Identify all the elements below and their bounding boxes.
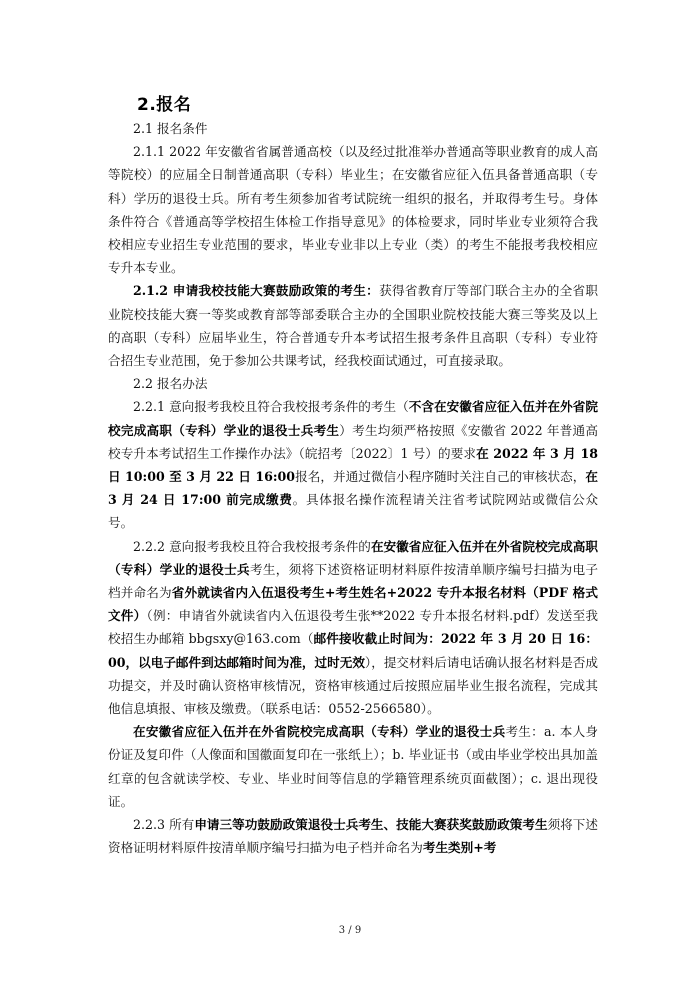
paragraph-text: 2.2.1 意向报考我校且符合我校报考条件的考生（ <box>133 399 409 415</box>
paragraph-2-2-3 <box>108 813 598 859</box>
section-heading: 2.报名 <box>137 95 192 115</box>
bold-text: 邮件接收截止时间为：2022 年 3 月 20 日 16：00，以电子邮件到达邮箱时间为准，过时无效 <box>108 631 598 670</box>
paragraph-2-2-2 <box>108 535 598 721</box>
bold-text: 不含在安徽省应征入伍并在外省院校完成高职（专科）学业的退役士兵考生 <box>108 399 598 438</box>
paragraph-2-2-1 <box>108 395 598 534</box>
paragraph-text: 2.2.2 意向报考我校且符合我校报考条件的 <box>133 538 371 554</box>
paragraph-text: 2.2.3 所有 <box>133 817 195 833</box>
paragraph-text: （例：申请省外就读省内入伍退役考生张**2022 专升本报名材料.pdf）发送至我校招生办邮箱 bbgsxy@163.com（ <box>108 608 599 647</box>
bold-text: 省外就读省内入伍退役考生+考生姓名+2022 专升本报名材料（PDF 格式文件） <box>108 585 598 624</box>
bold-text: 在 3 月 24 日 17:00 前完成缴费 <box>108 469 599 508</box>
subsection-title-2-1: 2.1 报名条件 <box>133 121 208 136</box>
paragraph-2-1-2 <box>108 279 598 372</box>
paragraph-2-1-1 <box>108 140 598 279</box>
bold-text: 考生类别+考 <box>422 840 497 856</box>
bold-text: 2.1.2 申请我校技能大赛鼓励政策的考生： <box>133 283 380 299</box>
paragraph-text: 2.1.1 2022 年安徽省省属普通高校（以及经过批准举办普通高等职业教育的成人高等院校）的应届全日制普通高职（专科）毕业生；在安徽省应征入伍具备普通高职（专科）学历的退役士兵。所有考生须参加省考试院统一组织的报名，并取得考生号。身体条件符合《普通高等学校招生体检工作指导意见》的体检要求，同时毕业专业须符合我校相应专业招生专业范围的要求，毕业专业非以上专业（类）的考生不能报考我校相应专升本专业。 <box>108 144 598 276</box>
subsection-title-2-2: 2.2 报名办法 <box>133 376 208 392</box>
bold-text: 在 2022 年 3 月 18 日 10:00 至 3 月 22 日 16:00 <box>108 445 598 485</box>
paragraph-text: 须将下述资格证明材料原件按清单顺序编号扫描为电子档并命名为 <box>108 817 599 856</box>
page-number: 3 / 9 <box>338 925 362 936</box>
bold-text: 在安徽省应征入伍并在外省院校完成高职（专科）学业的退役士兵 <box>108 538 599 577</box>
bold-text: 申请三等功鼓励政策退役士兵考生、技能大赛获奖鼓励政策考生 <box>194 817 548 833</box>
paragraph-text: 报名，并通过微信小程序随时关注自己的审核状态， <box>295 469 586 485</box>
document-body <box>108 117 598 860</box>
paragraph-text: 考生，须将下述资格证明材料原件按清单顺序编号扫描为电子档并命名为 <box>108 561 599 601</box>
paragraph-text: ），提交材料后请电话确认报名材料是否成功提交，并及时确认资格审核情况，资格审核通过后按照应届毕业生报名流程，完成其他信息填报、审核及缴费。（联系电话：0552-2566580）。 <box>108 654 598 717</box>
paragraph-2-2-2-materials <box>108 720 598 813</box>
bold-text: 在安徽省应征入伍并在外省院校完成高职（专科）学业的退役士兵 <box>133 724 506 740</box>
paragraph-text: 考生：a. 本人身份证及复印件（人像面和国徽面复印在一张纸上）；b. 毕业证书（或由毕业学校出具加盖红章的包含就读学校、专业、毕业时间等信息的学籍管理系统页面截图）；c. 退出现役证。 <box>108 724 599 809</box>
paragraph-text: ）考生均须严格按照《安徽省 2022 年普通高校专升本考试招生工作操作办法》（皖招考〔2022〕1 号）的要求 <box>108 422 598 461</box>
paragraph-text: 获得省教育厅等部门联合主办的全省职业院校技能大赛一等奖或教育部等部委联合主办的全国职业院校技能大赛三等奖及以上的高职（专科）应届毕业生，符合普通专升本考试招生报考条件且高职（专科）专业符合招生专业范围，免于参加公共课考试，经我校面试通过，可直接录取。 <box>108 283 598 369</box>
paragraph-text: 。具体报名操作流程请关注省考试院网站或微信公众号。 <box>108 492 598 531</box>
